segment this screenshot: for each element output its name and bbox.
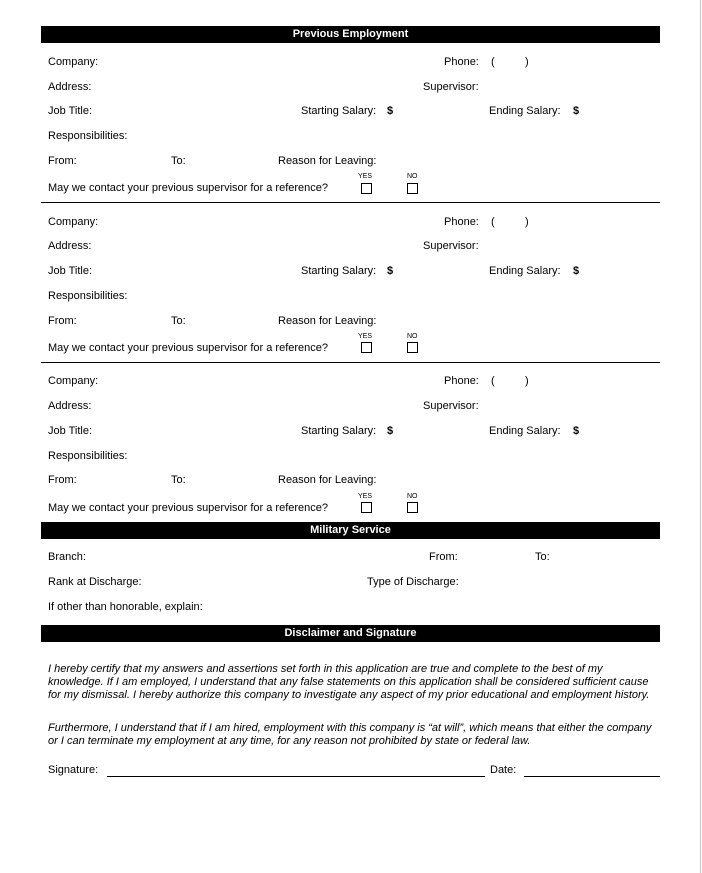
yes-label: YES <box>358 173 373 180</box>
from-label: From: <box>48 155 77 167</box>
to-label: To: <box>171 315 186 327</box>
company-label: Company: <box>48 56 99 68</box>
job-title-label: Job Title: <box>48 105 93 117</box>
responsibilities-label: Responsibilities: <box>48 130 128 142</box>
yes-label: YES <box>358 493 373 500</box>
reference-yes-checkbox[interactable] <box>361 183 372 194</box>
no-label: NO <box>407 173 418 180</box>
branch-label: Branch: <box>48 551 86 563</box>
supervisor-label: Supervisor: <box>423 240 479 252</box>
contact-reference-question: May we contact your previous supervisor for a reference? <box>48 182 329 194</box>
company-label: Company: <box>48 216 99 228</box>
starting-salary-dollar: $ <box>387 265 394 277</box>
date-label: Date: <box>490 764 517 776</box>
job-title-label: Job Title: <box>48 265 93 277</box>
contact-reference-question: May we contact your previous supervisor for a reference? <box>48 502 329 514</box>
explain-label: If other than honorable, explain: <box>48 601 203 613</box>
reference-yes-checkbox[interactable] <box>361 502 372 513</box>
date-line[interactable] <box>524 776 660 777</box>
phone-label: Phone: <box>444 375 479 387</box>
to-label: To: <box>171 155 186 167</box>
disclaimer-paragraph-1: I hereby certify that my answers and assertions set forth in this application are true and complete to the best of my knowledge. If I am employed, I understand that any false statements on this application shall be considered sufficient cause for my dismissal. I hereby authorize this company to investigate any aspect of my prior educational and employment history. <box>48 663 650 701</box>
military-to-label: To: <box>535 551 550 563</box>
ending-salary-label: Ending Salary: <box>489 265 561 277</box>
ending-salary-dollar: $ <box>573 425 580 437</box>
reference-no-checkbox[interactable] <box>407 502 418 513</box>
section-header-previous-employment: Previous Employment <box>41 26 660 43</box>
starting-salary-label: Starting Salary: <box>301 425 377 437</box>
type-of-discharge-label: Type of Discharge: <box>367 576 459 588</box>
starting-salary-dollar: $ <box>387 425 394 437</box>
reason-for-leaving-label: Reason for Leaving: <box>278 474 377 486</box>
address-label: Address: <box>48 400 92 412</box>
no-label: NO <box>407 333 418 340</box>
phone-label: Phone: <box>444 216 479 228</box>
from-label: From: <box>48 315 77 327</box>
no-label: NO <box>407 493 418 500</box>
disclaimer-paragraph-2: Furthermore, I understand that if I am hired, employment with this company is “at will”, which means that either the company or I can terminate my employment at any time, for any reason not prohibited by state or federal law. <box>48 722 652 747</box>
phone-close-paren: ) <box>525 56 529 68</box>
phone-close-paren: ) <box>525 375 529 387</box>
starting-salary-label: Starting Salary: <box>301 105 377 117</box>
contact-reference-question: May we contact your previous supervisor for a reference? <box>48 342 329 354</box>
ending-salary-dollar: $ <box>573 265 580 277</box>
ending-salary-label: Ending Salary: <box>489 425 561 437</box>
signature-label: Signature: <box>48 764 99 776</box>
page-edge <box>700 0 701 873</box>
ending-salary-dollar: $ <box>573 105 580 117</box>
ending-salary-label: Ending Salary: <box>489 105 561 117</box>
signature-line[interactable] <box>107 776 485 777</box>
phone-open-paren: ( <box>491 216 495 228</box>
job-title-label: Job Title: <box>48 425 93 437</box>
responsibilities-label: Responsibilities: <box>48 450 128 462</box>
from-label: From: <box>48 474 77 486</box>
rank-at-discharge-label: Rank at Discharge: <box>48 576 142 588</box>
phone-open-paren: ( <box>491 375 495 387</box>
phone-label: Phone: <box>444 56 479 68</box>
address-label: Address: <box>48 240 92 252</box>
military-from-label: From: <box>429 551 458 563</box>
address-label: Address: <box>48 81 92 93</box>
supervisor-label: Supervisor: <box>423 400 479 412</box>
starting-salary-label: Starting Salary: <box>301 265 377 277</box>
reference-no-checkbox[interactable] <box>407 183 418 194</box>
reference-yes-checkbox[interactable] <box>361 342 372 353</box>
company-label: Company: <box>48 375 99 387</box>
starting-salary-dollar: $ <box>387 105 394 117</box>
phone-open-paren: ( <box>491 56 495 68</box>
section-header-disclaimer: Disclaimer and Signature <box>41 625 660 642</box>
yes-label: YES <box>358 333 373 340</box>
phone-close-paren: ) <box>525 216 529 228</box>
section-header-military-service: Military Service <box>41 522 660 539</box>
reason-for-leaving-label: Reason for Leaving: <box>278 155 377 167</box>
to-label: To: <box>171 474 186 486</box>
supervisor-label: Supervisor: <box>423 81 479 93</box>
reference-no-checkbox[interactable] <box>407 342 418 353</box>
employer-divider <box>41 202 660 203</box>
responsibilities-label: Responsibilities: <box>48 290 128 302</box>
employer-divider <box>41 362 660 363</box>
reason-for-leaving-label: Reason for Leaving: <box>278 315 377 327</box>
